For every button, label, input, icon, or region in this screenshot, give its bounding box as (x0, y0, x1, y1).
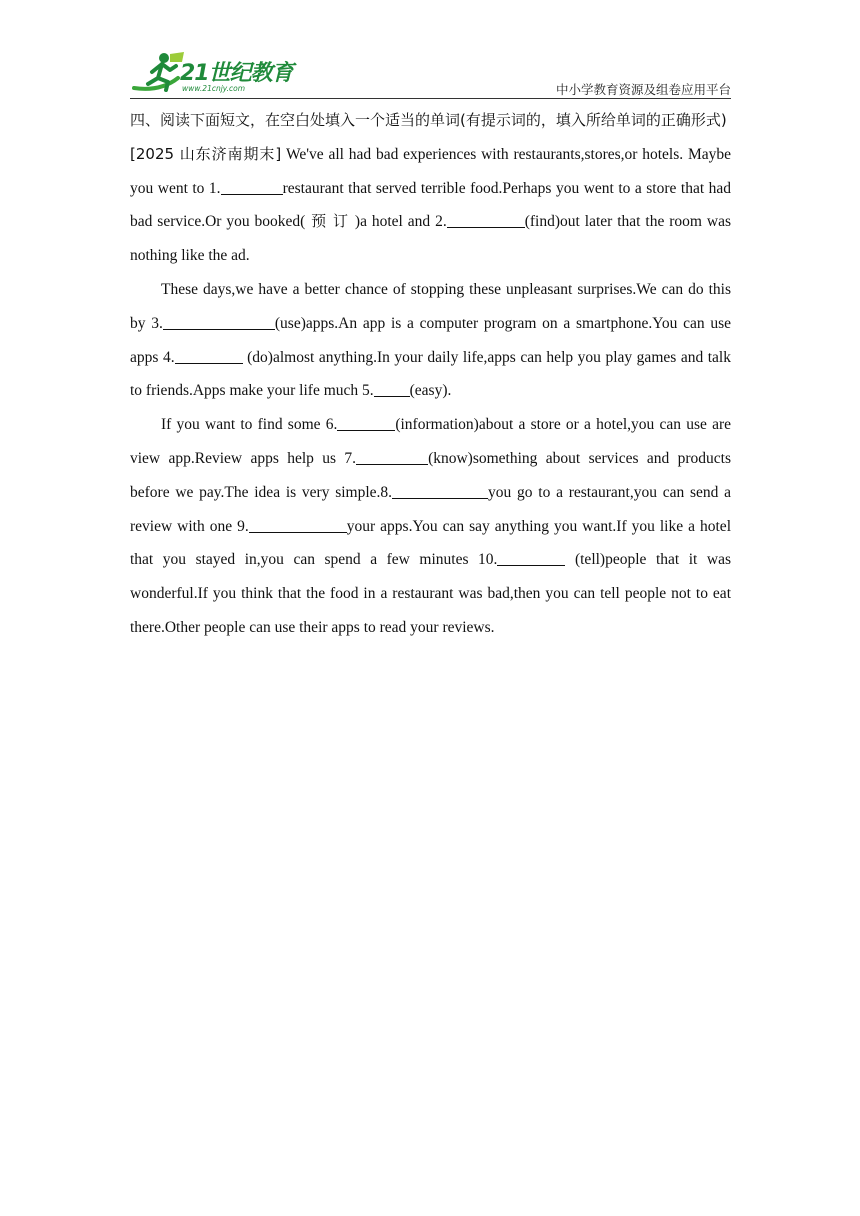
blank-1[interactable] (221, 178, 283, 195)
section-title: 四、阅读下面短文，在空白处填入一个适当的单词(有提示词的，填入所给单词的正确形式) (130, 111, 727, 129)
blank-6[interactable] (337, 415, 395, 432)
hint-text: 预 订 (305, 212, 355, 231)
paragraph-3: If you want to find some 6. (information)about a store or a hotel,you can use are view app.Review apps help us 7. (know)something about services and products before we pay.The idea is very simple.8. you go to a restaurant,you can send a review with one 9. your apps.You can say anything you want.If you like a hotel that you stayed in,you can spend a few minutes 10. (tell)people that it was wonderful.If you think that the food in a restaurant was bad,then you can tell people not to eat there.Other people can use their apps to read your reviews. (130, 416, 731, 636)
logo (130, 48, 300, 96)
paragraph-2: These days,we have a better chance of stopping these unpleasant surprises.We can do this by 3. (use)apps.An app is a computer program on a smartphone.You can use apps 4. (do)almost anything.In your daily life,apps can help you play games and talk to friends.Apps make your life much 5. (easy). (130, 280, 732, 400)
blank-10[interactable] (497, 550, 565, 567)
blank-5[interactable] (374, 381, 410, 398)
blank-7[interactable] (356, 448, 428, 465)
source-tag: [2025 山东济南期末] (130, 144, 282, 163)
logo-url: www.21cnjy.com (182, 84, 246, 93)
exercise-content (130, 104, 731, 645)
blank-4[interactable] (175, 347, 243, 364)
blank-2[interactable] (447, 212, 525, 229)
logo-text: 21世纪教育 (180, 61, 293, 86)
blank-3[interactable] (163, 313, 275, 330)
blank-8[interactable] (392, 482, 488, 499)
header-divider (130, 98, 731, 99)
blank-9[interactable] (249, 516, 347, 533)
page-header (130, 48, 731, 100)
platform-name: 中小学教育资源及组卷应用平台 (555, 82, 731, 97)
paragraph-1: [2025 山东济南期末] We've all had bad experiences with restaurants,stores,or hotels. Maybe you went to 1. restaurant that served terrible food.Perhaps you went to a store that had bad service.Or you booked( 预 订 )a hotel and 2. (find)out later that the room was nothing like the ad. (130, 144, 732, 265)
